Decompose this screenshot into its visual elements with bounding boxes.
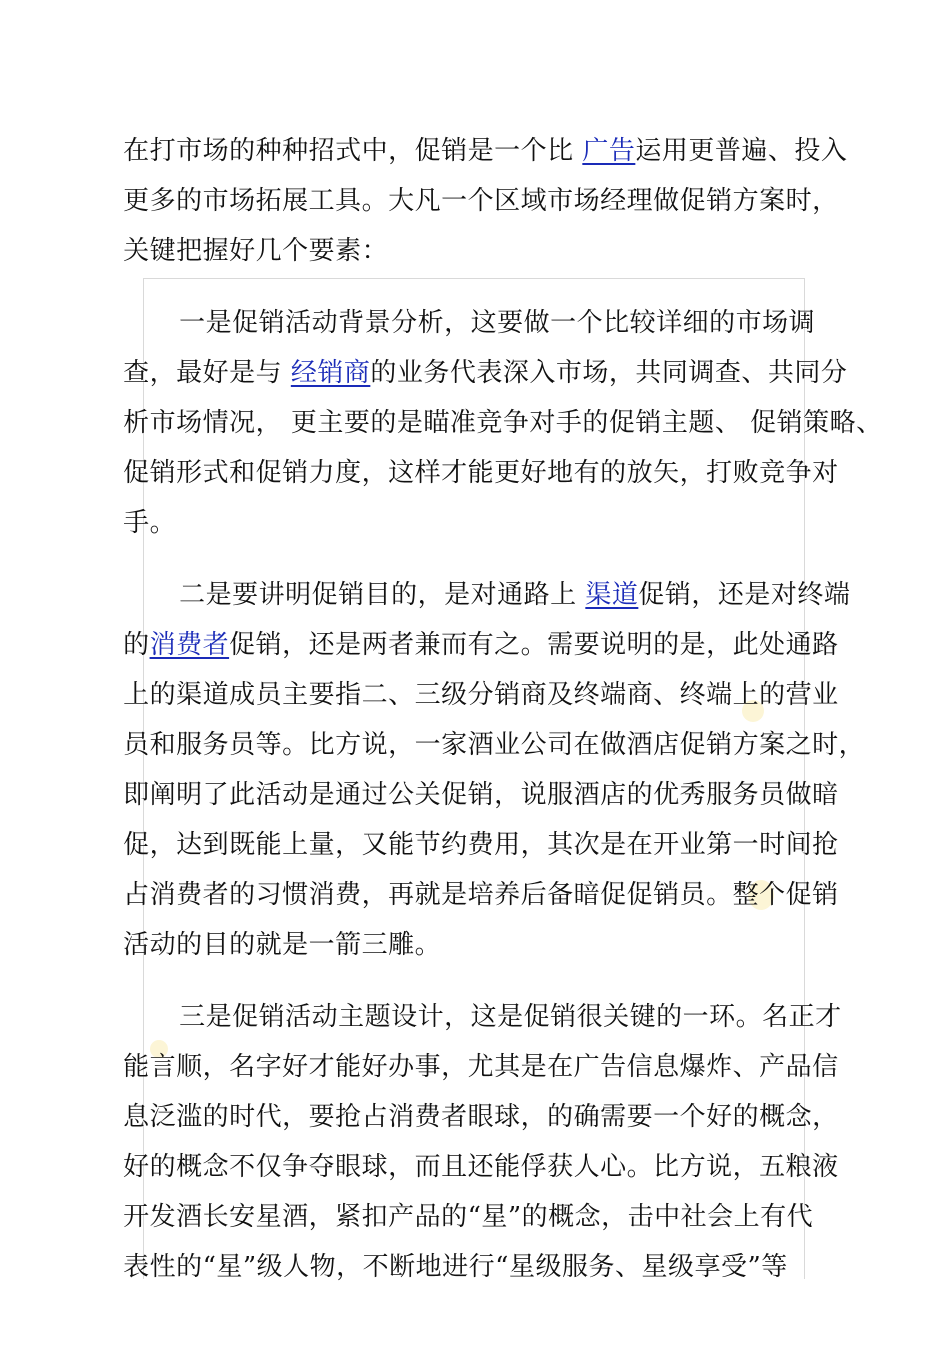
line-text: 开发酒长安星酒，紧扣产品的“星”的概念，击中社会上有代: [123, 1202, 814, 1232]
line-text: 即阐明了此活动是通过公关促销，说服酒店的优秀服务员做暗: [123, 780, 839, 810]
line-text: 活动的目的就是一箭三雕。: [123, 930, 442, 960]
line-text: 占消费者的习惯消费，再就是培养后备暗促促销员。整个促销: [123, 880, 839, 910]
line-text: 促销，还是对终端: [638, 580, 851, 610]
line-text: 析市场情况， 更主要的是瞄准竞争对手的促销主题、 促销策略、: [123, 408, 883, 438]
line-text: 更多的市场拓展工具。大凡一个区域市场经理做促销方案时，: [123, 186, 839, 216]
consumer-link[interactable]: 消费者: [149, 630, 230, 660]
advertising-link[interactable]: 广告: [582, 136, 636, 166]
line-text: 关键把握好几个要素：: [123, 236, 389, 266]
line-text: 上的渠道成员主要指二、三级分销商及终端商、终端上的营业: [123, 680, 839, 710]
line-text: 的: [123, 630, 150, 660]
line-text: 三是促销活动主题设计，这是促销很关键的一环。名正才: [179, 1002, 842, 1032]
text-line: [88, 1216, 788, 1318]
line-text: 能言顺，名字好才能好办事，尤其是在广告信息爆炸、产品信: [123, 1052, 839, 1082]
line-text: 息泛滥的时代，要抢占消费者眼球，的确需要一个好的概念，: [123, 1102, 839, 1132]
line-text: 手。: [123, 508, 177, 538]
line-text: 一是促销活动背景分析，这要做一个比较详细的市场调: [179, 308, 816, 338]
distributor-link[interactable]: 经销商: [290, 358, 371, 388]
line-text: 员和服务员等。比方说，一家酒业公司在做酒店促销方案之时，: [123, 730, 866, 760]
line-text: 促，达到既能上量，又能节约费用，其次是在开业第一时间抢: [123, 830, 839, 860]
line-text: 的业务代表深入市场，共同调查、共同分: [370, 358, 848, 388]
line-text: 运用更普遍、投入: [635, 136, 848, 166]
line-text: 表性的“星”级人物，不断地进行“星级服务、星级享受”等: [123, 1252, 788, 1282]
line-text: 在打市场的种种招式中，促销是一个比: [123, 136, 583, 166]
line-text: 查，最好是与: [123, 358, 291, 388]
text-line: [88, 422, 839, 524]
line-text: 促销形式和促销力度，这样才能更好地有的放矢，打败竞争对: [123, 458, 839, 488]
line-text: 好的概念不仅争夺眼球，而且还能俘获人心。比方说，五粮液: [123, 1152, 839, 1182]
channel-link[interactable]: 渠道: [585, 580, 639, 610]
line-text: 促销，还是两者兼而有之。需要说明的是，此处通路: [229, 630, 839, 660]
line-text: 二是要讲明促销目的，是对通路上: [179, 580, 586, 610]
